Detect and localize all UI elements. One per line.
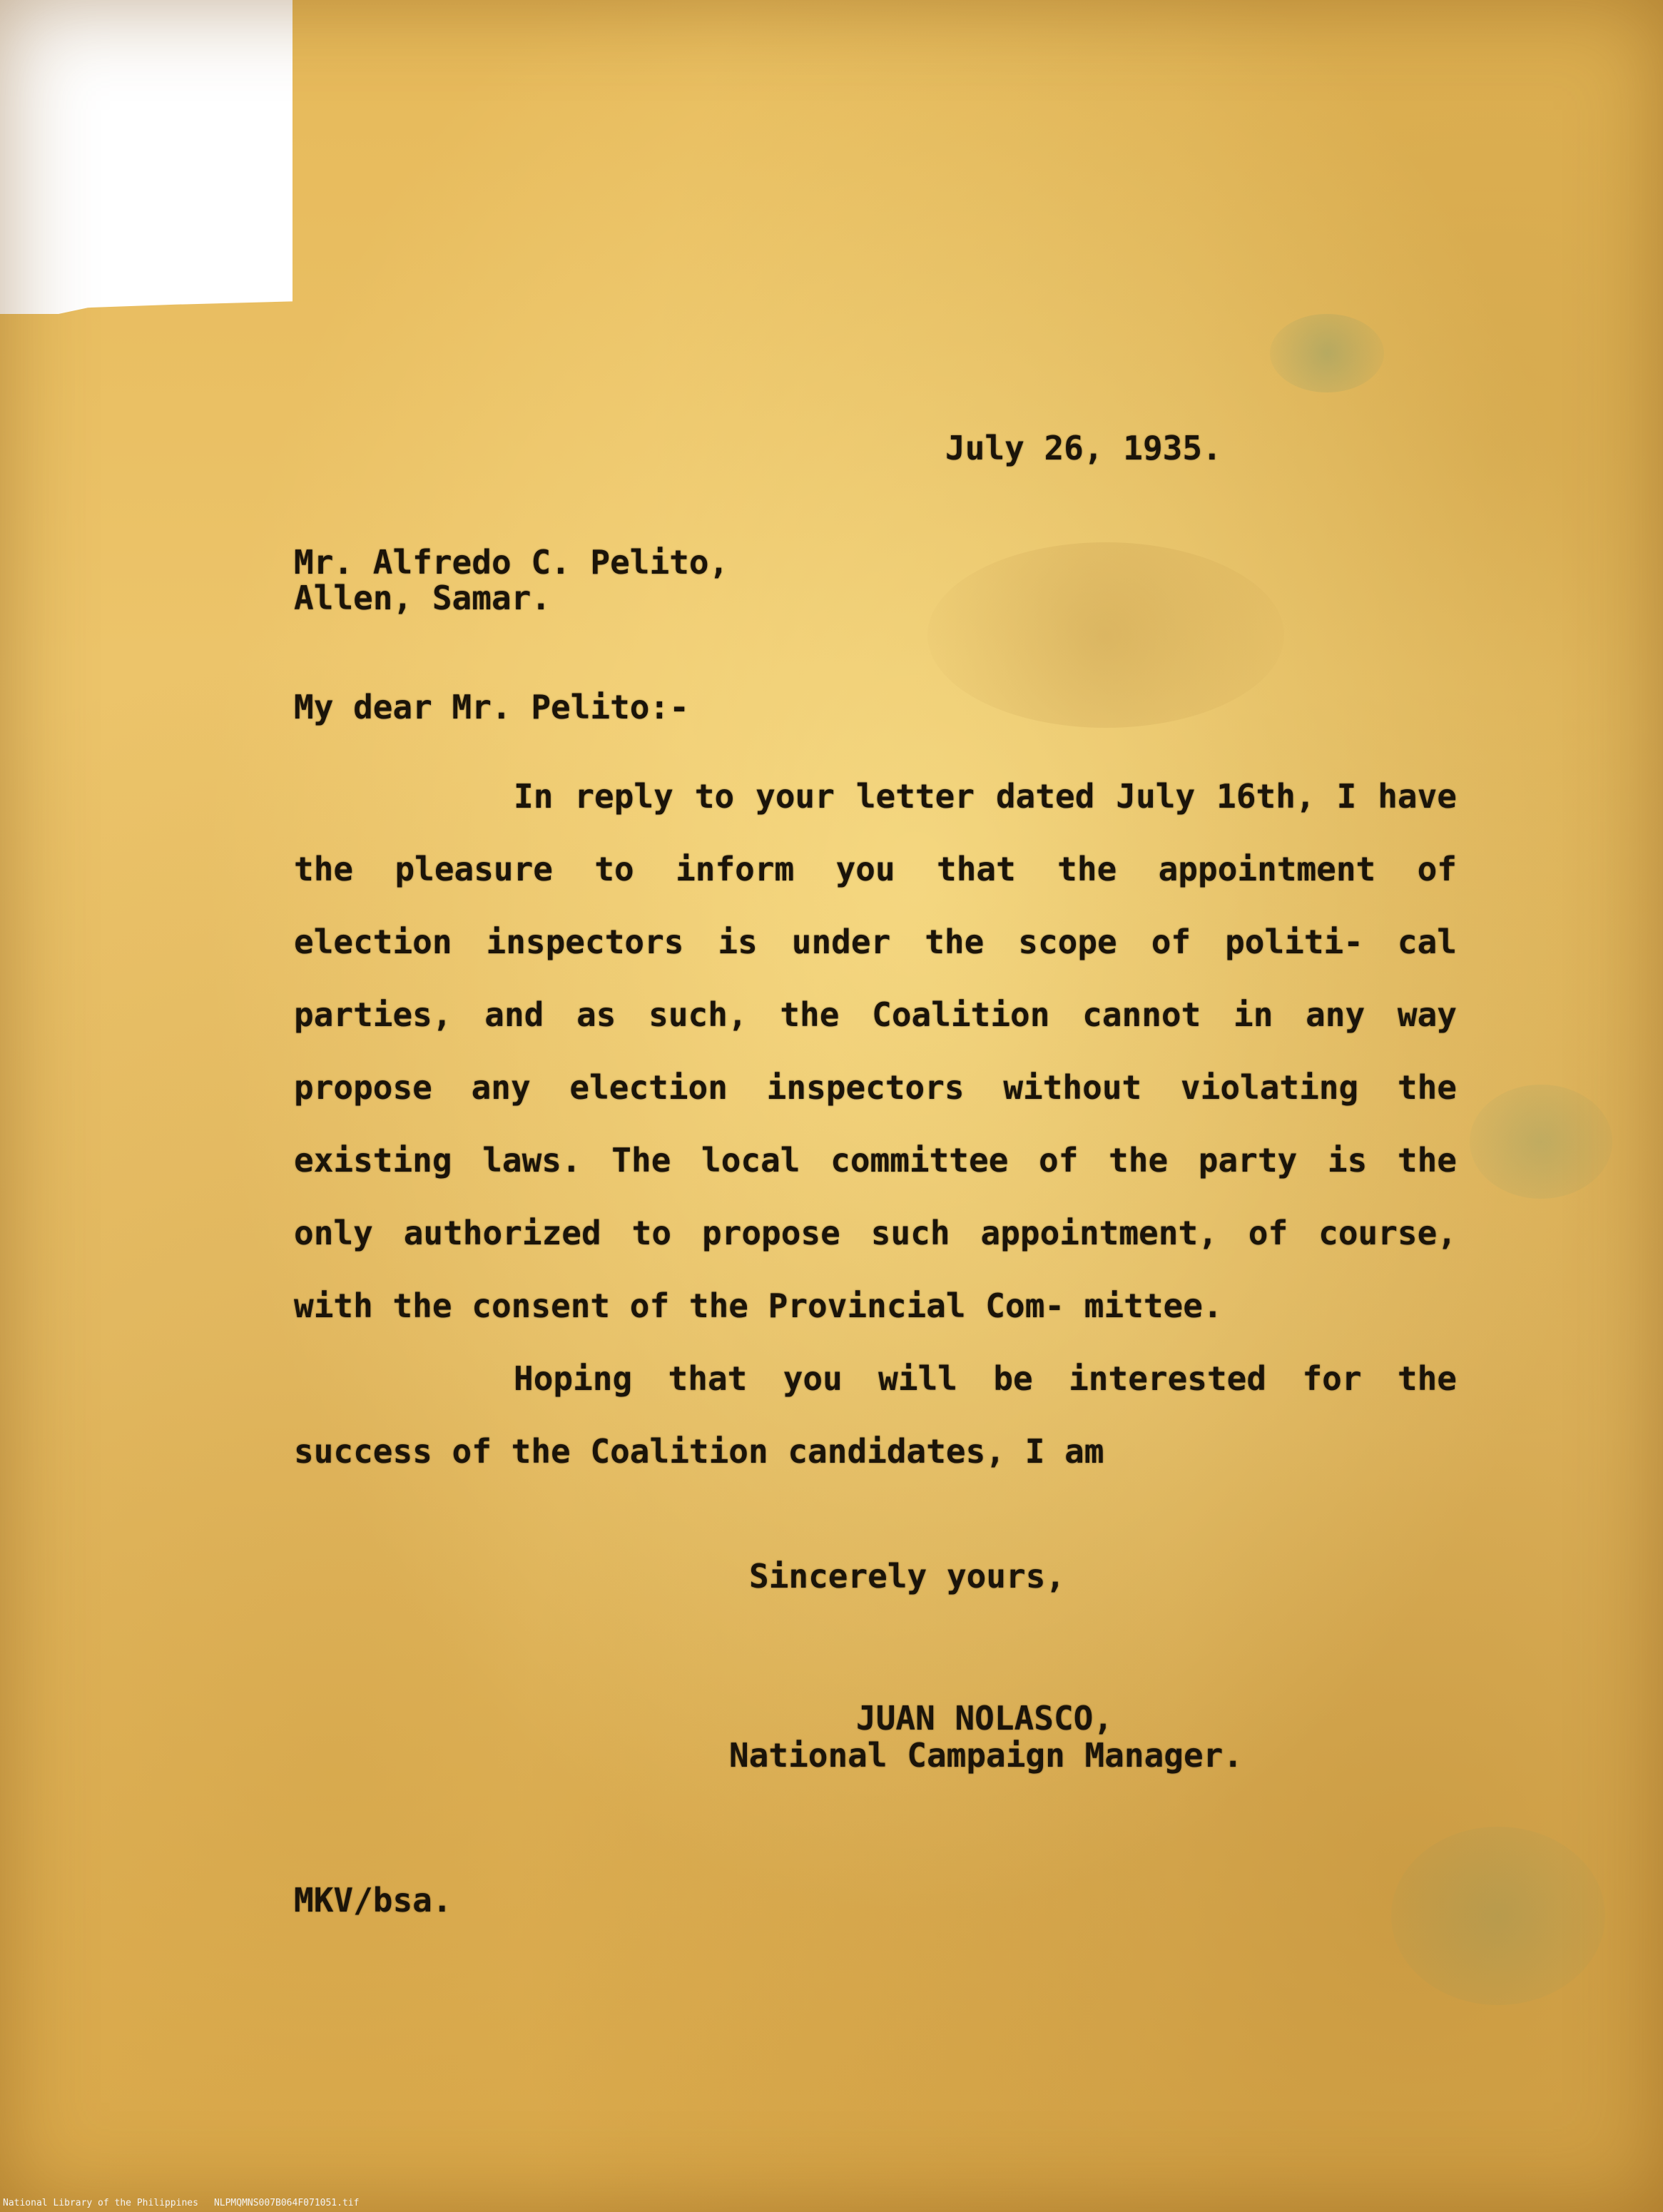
letter-date: July 26, 1935. xyxy=(945,429,1222,467)
closing: Sincerely yours, xyxy=(749,1557,1066,1595)
recipient-address: Allen, Samar. xyxy=(294,579,551,617)
salutation: My dear Mr. Pelito:- xyxy=(294,688,689,726)
paragraph-closing-hope: Hoping that you will be interested for the success of the Coalition candidates, I am xyxy=(294,1359,1457,1471)
letter-paragraphs xyxy=(294,760,1457,1488)
archive-file-id: NLPMQMNS007B064F071051.tif xyxy=(213,2198,360,2208)
recipient-name: Mr. Alfredo C. Pelito, xyxy=(294,543,729,582)
paragraph-reply: In reply to your letter dated July 16th, I have the pleasure to inform you that the appointment of election inspectors is under the scope of politi- cal parties, and as such, the Coalition cannot in any way propose any election inspectors without violating the existing laws. The local committee of the party is the only authorized to propose such appointment, of course, with the consent of the Provincial Com- mittee. xyxy=(294,777,1457,1325)
archive-institution: National Library of the Philippines xyxy=(3,2198,198,2208)
reference-initials: MKV/bsa. xyxy=(294,1881,452,1919)
archive-caption xyxy=(3,2198,375,2208)
signer-title: National Campaign Manager. xyxy=(729,1736,1244,1775)
signer-name: JUAN NOLASCO, xyxy=(856,1699,1114,1737)
